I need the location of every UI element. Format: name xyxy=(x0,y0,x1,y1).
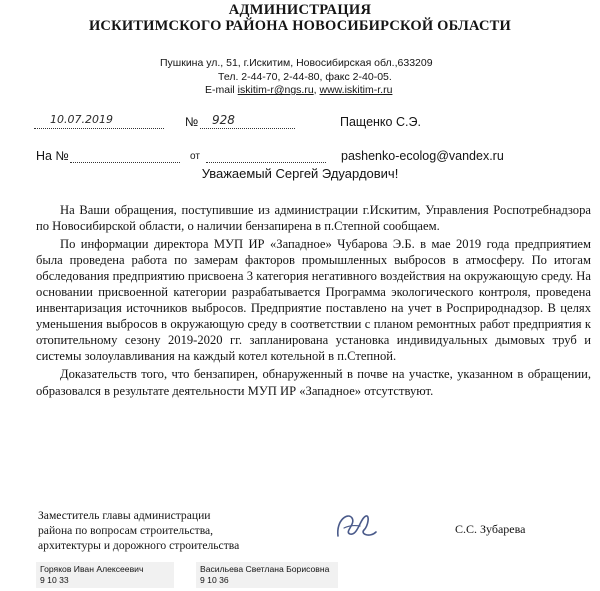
recipient-email: pashenko-ecolog@vandex.ru xyxy=(341,149,504,163)
executor-box-1 xyxy=(36,562,174,588)
executor-1-phone: 9 10 33 xyxy=(40,575,69,585)
number-underline xyxy=(200,128,295,129)
email-label: E-mail xyxy=(205,84,238,96)
org-title-line1: АДМИНИСТРАЦИЯ xyxy=(228,2,372,18)
recipient-name: Пащенко С.Э. xyxy=(340,115,421,129)
signatory-position xyxy=(38,508,239,554)
org-title-line2: ИСКИТИМСКОГО РАЙОНА НОВОСИБИРСКОЙ ОБЛАСТИ xyxy=(88,18,512,34)
incoming-from-underline xyxy=(206,162,326,163)
greeting: Уважаемый Сергей Эдуардович! xyxy=(201,166,399,181)
executor-2-phone: 9 10 36 xyxy=(200,575,229,585)
incoming-number-label: На № xyxy=(36,149,69,163)
executor-2-name: Васильева Светлана Борисовна xyxy=(200,564,330,574)
handwritten-signature xyxy=(330,508,380,544)
body-paragraph-1: На Ваши обращения, поступившие из администрации г.Искитим, Управления Роспотребнадзора по Новосибирской области, о наличии бензапирена в п.Степной сообщаем. xyxy=(36,203,591,234)
signatory-position-line-2: района по вопросам строительства, xyxy=(38,524,214,538)
body-paragraph-2: По информации директора МУП ИР «Западное» Чубарова Э.Б. в мае 2019 года предприятием была проведена работа по замерам факторов промышленных выбросов в атмосферу. По итогам обследования предприятию присвоена 3 категория негативного воздействия на окружающую среду. На основании присвоенной категории разрабатывается Программа экологического контроля, проведена инвентаризация источников выбросов. Предприятие поставлено на учет в Росприроднадзор. В целях уменьшения выбросов в окружающую среду в соответствии с планом ремонтных работ предприятия к отопительному сезону 2019-2020 гг. запланирована установка индивидуальных дымовых труб и системы золоулавливания на каждый котел котельной в п.Степной. xyxy=(36,237,591,364)
executor-1-name: Горяков Иван Алексеевич xyxy=(40,564,144,574)
signatory-position-line-3: архитектуры и дорожного строительства xyxy=(38,539,240,553)
incoming-from-label: от xyxy=(190,151,200,162)
outgoing-date: 10.07.2019 xyxy=(50,113,113,126)
org-contacts xyxy=(205,84,392,96)
org-email-link[interactable]: iskitim-r@ngs.ru xyxy=(237,84,314,96)
body-paragraph-3: Доказательств того, что бензапирен, обнаруженный в почве на участке, указанном в обращении, образовался в результате деятельности МУП ИР «Западное» отсутствуют. xyxy=(36,367,591,398)
org-site-link[interactable]: www.iskitim-r.ru xyxy=(319,84,393,96)
org-address: Пушкина ул., 51, г.Искитим, Новосибирская обл.,633209 xyxy=(160,57,433,69)
signatory-name: С.С. Зубарева xyxy=(455,522,526,536)
org-phones: Тел. 2-44-70, 2-44-80, факс 2-40-05. xyxy=(218,71,392,83)
date-underline xyxy=(34,128,164,129)
executor-box-2 xyxy=(196,562,338,588)
outgoing-number: 928 xyxy=(212,113,235,127)
letter-body xyxy=(36,202,591,399)
contacts-separator: , xyxy=(313,84,320,96)
signatory-position-line-1: Заместитель главы администрации xyxy=(38,509,211,522)
incoming-number-underline xyxy=(70,162,180,163)
number-label: № xyxy=(185,115,199,129)
